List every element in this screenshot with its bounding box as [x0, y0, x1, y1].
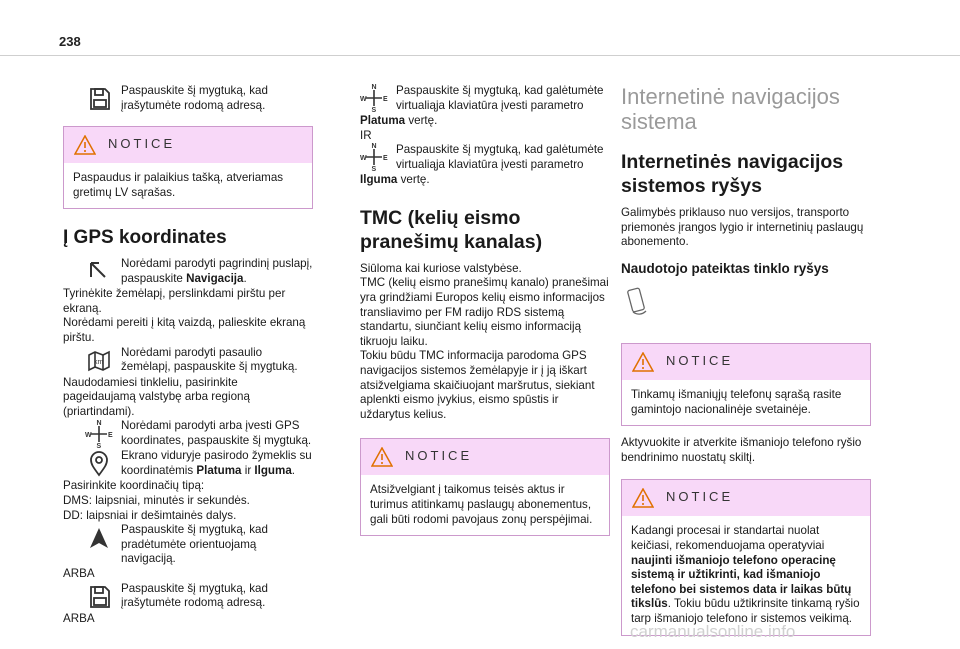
guidance-arrow-icon [85, 524, 113, 552]
warning-icon [632, 352, 654, 372]
compass-icon [85, 420, 113, 448]
watermark: carmanualsonline.info [630, 622, 796, 641]
svg-text:km: km [94, 358, 104, 366]
notice-box [621, 343, 871, 426]
navigation-paragraph: Norėdami parodyti pagrindinį puslapį, paspauskite Navigacija. [63, 257, 313, 287]
location-pin-icon [85, 450, 113, 478]
column-2: N S W E Paspauskite šį mygtuką, kad galėtumėte virtualiąja klaviatūra įvesti parametro Platuma vertę. IR N S W E Paspauskite šį mygtuką, kad galėtumėte virtualiąja klaviatūra įvesti parametro Ilguma vertę. TMC (kelių eismo pranešimų kanalas) Siūloma kai kuriose valstybėse. TMC (kelių eismo pranešimų kanalo) pranešimai yra grindžiami Europos kelių eismo informacijos transliavimo per FM radijo RDS sistemą standartu, siunčiant kelių eismo informaciją tikruoju laiku. Tokiu būdu TMC informacija parodoma GPS navigacijos sistemos žemėlapyje ir į ją iškart atsižvelgiama skaičiuojant maršrutus, siekiant aplenkti eismo įvykius, eismo spūstis ir uždarytus kelius. NOTICE Atsižvelgiant į taikomus teisės aktus ir turimus atitinkamų paslaugų abonementus, gali būti rodomi pavojaus zonų perspėjimai. [360, 84, 610, 546]
notice-body: Kadangi procesai ir standartai nuolat keičiasi, rekomenduojama operatyviai naujinti išmaniojo telefono operacinę sistemą ir užtikrinti, kad išmaniojo telefono bei sistemos data ir laikas būtų tikslūs. Tokiu būdu užtikrinsite tinkamą ryšio tarp išmaniojo telefono ir sistemos veikimą. [622, 516, 870, 634]
svg-text:W: W [360, 96, 367, 103]
svg-text:N: N [96, 420, 102, 428]
notice-title: NOTICE [666, 489, 734, 505]
latitude-paragraph: N S W E Paspauskite šį mygtuką, kad galėtumėte virtualiąja klaviatūra įvesti parametro [360, 84, 604, 112]
marker-paragraph: Ekrano viduryje pasirodo žymeklis su koordinatėmis Platuma ir Ilguma. [63, 449, 313, 479]
svg-text:E: E [383, 96, 388, 103]
compass-icon [360, 84, 388, 112]
notice-body: Tinkamų išmaniųjų telefonų sąrašą rasite gamintojo nacionalinėje svetainėje. [622, 380, 870, 425]
svg-text:W: W [360, 155, 367, 163]
warning-icon [371, 447, 393, 467]
notice-body: Paspaudus ir palaikius tašką, atveriamas gretimų LV sąrašas. [64, 163, 312, 208]
world-map-paragraph: km Norėdami parodyti pasaulio žemėlapį, paspauskite šį mygtuką. [63, 346, 313, 376]
longitude-paragraph: N S W E Paspauskite šį mygtuką, kad galėtumėte virtualiąja klaviatūra įvesti parametro [360, 143, 604, 172]
section-heading: Internetinės navigacijos sistemos ryšys [621, 151, 844, 197]
smartphone-icon [621, 286, 653, 318]
world-map-icon [85, 347, 113, 375]
section-heading: TMC (kelių eismo pranešimų kanalas) [360, 206, 543, 253]
svg-text:W: W [85, 432, 92, 440]
page-title: Internetinė navigacijos sistema [621, 84, 840, 134]
svg-text:E: E [383, 155, 388, 163]
section-heading: Į GPS koordinates [63, 227, 227, 249]
save-address-paragraph: Paspauskite šį mygtuką, kad įrašytumėte rodomą adresą. [63, 84, 313, 114]
warning-icon [632, 488, 654, 508]
notice-box [360, 438, 610, 536]
save-address-paragraph-2: Paspauskite šį mygtuką, kad įrašytumėte rodomą adresą. [63, 582, 313, 612]
start-navigation-paragraph: Paspauskite šį mygtuką, kad pradėtumėte orientuojamą navigaciją. [63, 523, 313, 567]
page-number: 238 [59, 34, 81, 49]
notice-box [621, 479, 871, 635]
warning-icon [74, 135, 96, 155]
svg-text:S: S [371, 107, 377, 112]
save-address-icon [85, 85, 113, 113]
header-rule [0, 55, 960, 56]
svg-text:E: E [108, 432, 113, 440]
svg-text:S: S [371, 166, 377, 172]
notice-title: NOTICE [666, 352, 734, 368]
gps-coordinates-paragraph: N S W E Norėdami parodyti arba įvesti GPS koordinates, paspauskite šį mygtuką. [85, 419, 312, 449]
notice-box [63, 126, 313, 209]
svg-text:S: S [96, 443, 102, 449]
subheading: Naudotojo pateiktas tinklo ryšys [621, 260, 829, 276]
svg-text:N: N [371, 84, 377, 91]
navigation-arrow-icon [85, 258, 113, 286]
svg-text:N: N [371, 143, 377, 151]
notice-title: NOTICE [405, 448, 473, 464]
column-3: Internetinė navigacijos sistema Internetinės navigacijos sistemos ryšys Galimybės priklauso nuo versijos, transporto priemonės įrangos lygio ir internetinių paslaugų abonemento. Naudotojo pateiktas tinklo ryšys NOTICE Tinkamų išmaniųjų telefonų sąrašą rasite gamintojo nacionalinėje svetainėje. Aktyvuokite ir atverkite išmaniojo telefono ryšio bendrinimo nuostatų skiltį. NOTICE Kadangi procesai ir standartai nuolat keičiasi, rekomenduojama operatyviai naujinti išmaniojo telefono operacinę sistemą ir užtikrinti, kad išmaniojo telefono bei sistemos data ir laikas būtų tikslūs. Tokiu būdu užtikrinsite tinkamą ryšio tarp išmaniojo telefono ir sistemos veikimą. [621, 84, 871, 646]
notice-body: Atsižvelgiant į taikomus teisės aktus ir turimus atitinkamų paslaugų abonementus, gali būti rodomi pavojaus zonų perspėjimai. [361, 475, 609, 535]
compass-icon [360, 143, 388, 171]
column-1: Paspauskite šį mygtuką, kad įrašytumėte rodomą adresą. NOTICE Paspaudus ir palaikius tašką, atveriamas gretimų LV sąrašas. Į GPS koordinates Norėdami parodyti pagrindinį puslapį, paspauskite Navigacija. Tyrinėkite žemėlapį, perslinkdami pirštu per ekraną. Norėdami pereiti į kitą vaizdą, palieskite ekraną pirštu. km Norėdami parodyti pasaulio žemėlapį, paspauskite šį mygtuką. Naudodamiesi tinkleliu, pasirinkite pageidaujamą valstybę arba regioną (priartindami). N S W E Norėdami parodyti arba įvesti GPS koordinates, paspauskite šį mygtuką. Ekrano viduryje pasirodo žymeklis su koordinatėmis Platuma ir Ilguma. Pasirinkite koordinačių tipą: DMS: laipsniai, minutės ir sekundės. DD: laipsniai ir dešimtainės dalys. Paspauskite šį mygtuką, kad pradėtumėte orientuojamą navigaciją. ARBA Paspauskite šį mygtuką, kad įrašytumėte rodomą adresą. ARBA [63, 84, 313, 625]
save-address-icon [85, 583, 113, 611]
notice-title: NOTICE [108, 136, 176, 151]
